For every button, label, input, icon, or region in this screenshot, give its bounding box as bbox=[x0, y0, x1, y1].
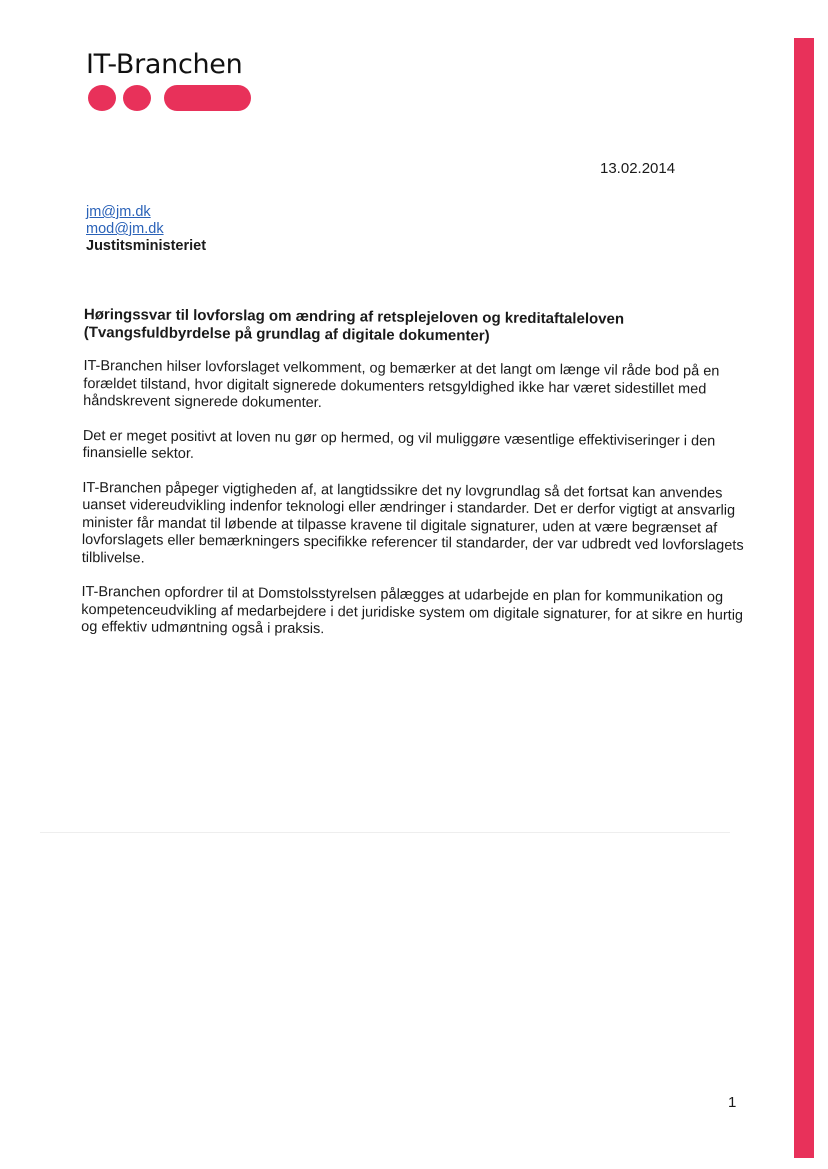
recipients-block bbox=[86, 204, 206, 255]
it-branchen-logo bbox=[86, 48, 266, 116]
body-paragraph-4: IT-Branchen opfordrer til at Domstolsstyrelsen pålægges at udarbejde en plan for kommunikation og kompetenceudvikling af medarbejdere i det juridiske system om digitale signaturer, for at sikre en hurtig og effektiv udmøntning også i praksis. bbox=[81, 583, 744, 638]
recipient-email-2[interactable]: mod@jm.dk bbox=[86, 221, 164, 237]
body-paragraph-1: IT-Branchen hilser lovforslaget velkomment, og bemærker at det langt om længe vil råde bod på en forældet tilstand, hvor digitalt signerede dokumenters retsgyldighed ikke har været sidestillet med håndskrevent signerede dokumenter. bbox=[83, 357, 720, 412]
body-paragraph-3: IT-Branchen påpeger vigtigheden af, at langtidssikre det ny lovgrundlag så det fortsat kan anvendes uanset videreudvikling indenfor teknologi eller ændringer i standarder. Det er derfor vigtigt at ansvarlig minister får mandat til løbende at tilpasse kravene til digitale signaturer, uden at være begrænset af lovforslagets eller bemærkningers specifikke referencer til standarder, der var udbredt ved lovforslagets tilblivelse. bbox=[81, 479, 744, 567]
logo-dot-2 bbox=[123, 85, 151, 111]
logo-dot-1 bbox=[88, 85, 116, 111]
logo-text: IT-Branchen bbox=[86, 49, 243, 80]
body-paragraph-2: Det er meget positivt at loven nu gør op hermed, og vil muliggøre væsentlige effektiviseringer i den finansielle sektor. bbox=[82, 427, 716, 462]
recipient-organization: Justitsministeriet bbox=[86, 238, 207, 254]
letter-subject: Høringssvar til lovforslag om ændring af retsplejeloven og kreditaftaleloven (Tvangsfuldbyrdelse på grundlag af digitale dokumenter) bbox=[83, 306, 625, 345]
letter-body bbox=[81, 306, 750, 659]
letter-date: 13.02.2014 bbox=[600, 160, 676, 177]
recipient-email-1[interactable]: jm@jm.dk bbox=[86, 204, 151, 220]
logo-pill bbox=[164, 85, 251, 111]
right-margin-bar bbox=[794, 38, 814, 1158]
faint-scan-line bbox=[40, 832, 730, 833]
page-number: 1 bbox=[728, 1094, 737, 1111]
